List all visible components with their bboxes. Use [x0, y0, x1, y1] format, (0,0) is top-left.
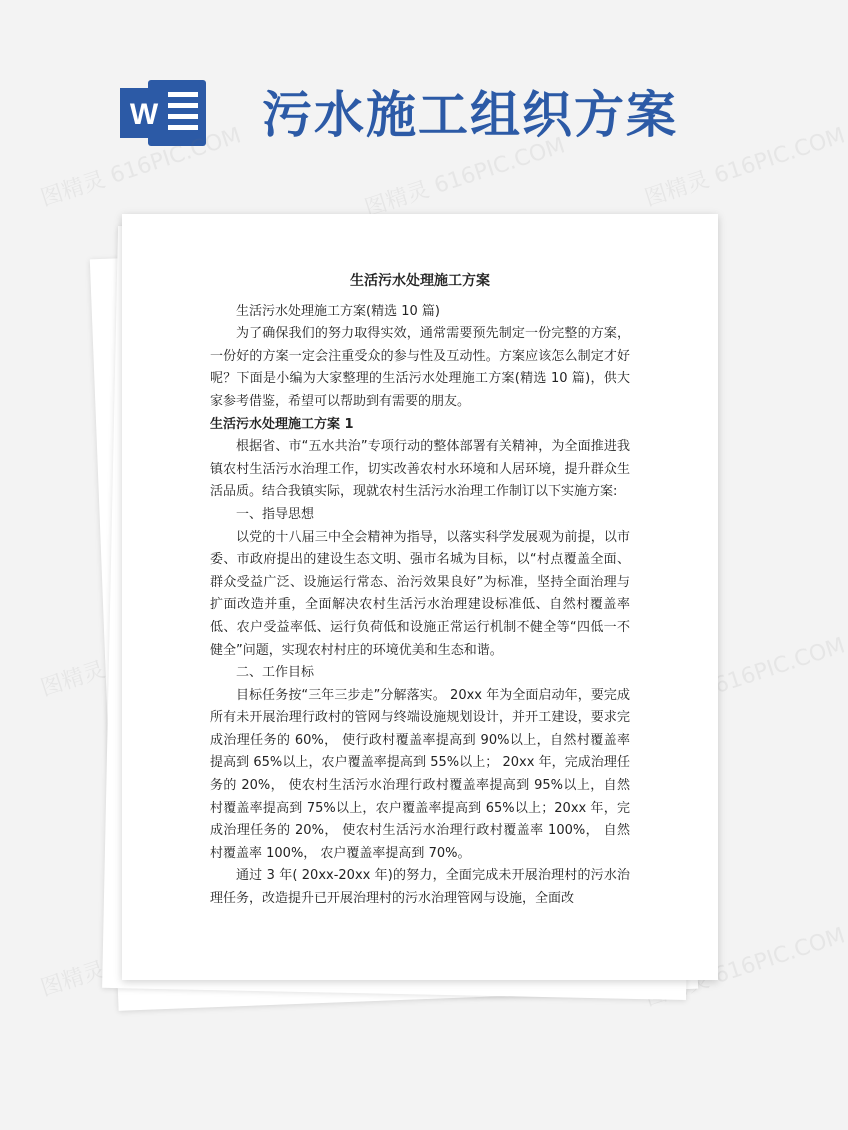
paragraph: 通过 3 年( 20xx-20xx 年)的努力，全面完成未开展治理村的污水治理任务，改造提升已开展治理村的污水治理管网与设施，全面改 — [210, 868, 630, 907]
watermark: 图精灵 616PIC.COM — [641, 923, 848, 1012]
watermark: 图精灵 — [37, 657, 109, 702]
watermark: 图精灵 616PIC.COM — [641, 633, 848, 722]
paragraph: 为了确保我们的努力取得实效，通常需要预先制定一份完整的方案，一份好的方案一定会注重受众的参与性及互动性。方案应该怎么制定才好呢？下面是小编为大家整理的生活污水处理施工方案(精选 10 篇)，供大家参考借鉴，希望可以帮助到有需要的朋友。 — [210, 326, 630, 409]
watermark: 图精灵 616PIC.COM — [641, 123, 848, 212]
document-page — [122, 214, 718, 980]
header-banner — [0, 0, 800, 200]
logo-letter: W — [129, 98, 159, 131]
subsection-heading: 二、工作目标 — [236, 665, 315, 681]
document-body — [210, 270, 630, 911]
watermark: 图精灵 616PIC.COM — [361, 133, 569, 222]
section-heading: 生活污水处理施工方案 1 — [210, 416, 354, 432]
paragraph: 生活污水处理施工方案(精选 10 篇) — [236, 303, 440, 319]
paragraph: 目标任务按“三年三步走”分解落实。 20xx 年为全面启动年，要完成所有未开展治理行政村的管网与终端设施规划设计，并开工建设，要求完成治理任务的 60%， 使行政村覆盖率提高到 90%以上，自然村覆盖率提高到 65%以上，农户覆盖率提高到 55%以上； 20xx 年，完成治理任务的 20%， 使农村生活污水治理行政村覆盖率提高到 95%以上，自然村覆盖率提高到 75%以上，农户覆盖率提高到 65%以上；20xx 年，完成治理任务的 20%， 使农村生活污水治理行政村覆盖率 100%， 自然村覆盖率 100%， 农户覆盖率提高到 70%。 — [210, 687, 630, 861]
paragraph: 根据省、市“五水共治”专项行动的整体部署有关精神，为全面推进我镇农村生活污水治理工作，切实改善农村水环境和人居环境，提升群众生活品质。结合我镇实际，现就农村生活污水治理工作制订以下实施方案: — [210, 439, 630, 500]
page-title: 污水施工组织方案 — [262, 85, 678, 144]
word-document-icon — [118, 76, 210, 150]
paragraph: 以党的十八届三中全会精神为指导，以落实科学发展观为前提，以市委、市政府提出的建设生态文明、强市名城为目标，以“村点覆盖全面、群众受益广泛、设施运行常态、治污效果良好”为标准，坚持全面治理与扩面改造并重，全面解决农村生活污水治理建设标准低、自然村覆盖率低、农户受益率低、运行负荷低和设施正常运行机制不健全等“四低一不健全”问题，实现农村村庄的环境优美和生态和谐。 — [210, 529, 630, 658]
document-title: 生活污水处理施工方案 — [350, 273, 490, 289]
subsection-heading: 一、指导思想 — [236, 506, 315, 522]
watermark: 图精灵 616PIC.COM — [37, 123, 245, 212]
watermark: 图精灵 — [37, 957, 109, 1002]
